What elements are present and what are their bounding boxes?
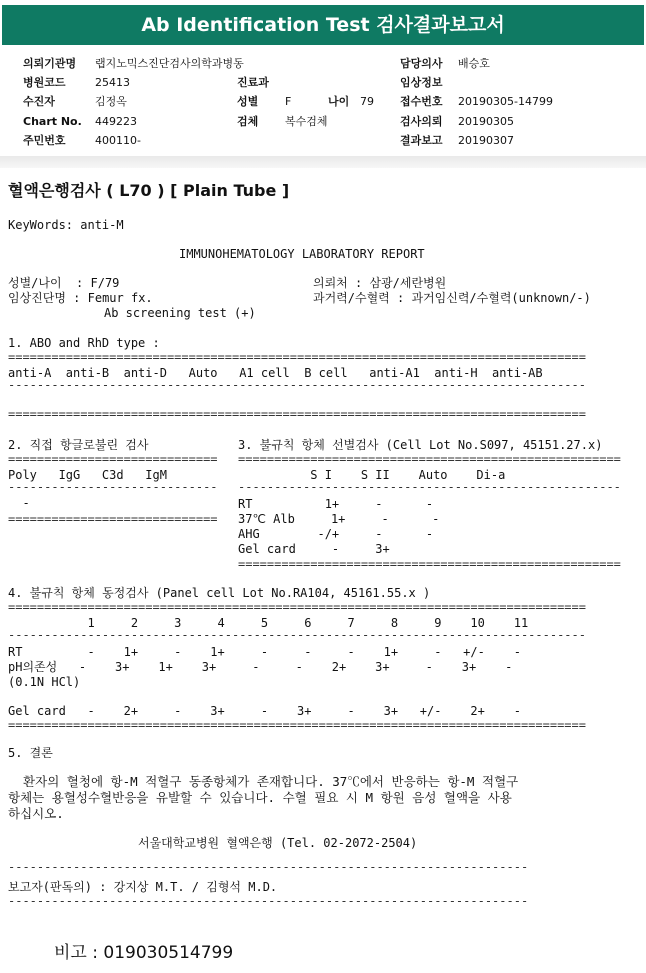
rule: ================================================================================ — [8, 718, 586, 732]
requester: 의뢰처 : 삼광/세란병원 — [313, 276, 447, 290]
section-5-title: 5. 결론 — [8, 746, 53, 760]
section-4-row: Gel card - 2+ - 3+ - 3+ - 3+ +/- 2+ - — [8, 704, 521, 718]
keywords: KeyWords: anti-M — [8, 218, 124, 232]
report-banner: Ab Identification Test 검사결과보고서 — [2, 5, 644, 45]
section-1-headers: anti-A anti-B anti-D Auto A1 cell B cell anti-A1 anti-H anti-AB — [8, 366, 543, 380]
age-value: 79 — [360, 95, 374, 108]
rule: ============================= — [8, 452, 218, 466]
doctor-label: 담당의사 — [400, 57, 443, 70]
age-label: 나이 — [328, 95, 350, 108]
rule: ============================= — [8, 512, 218, 526]
note: 비고 : 019030514799 — [54, 943, 234, 963]
clinical-label: 임상정보 — [400, 76, 443, 89]
section-3-row: RT 1+ - - — [238, 497, 434, 511]
section-3-title: 3. 불규칙 항체 선별검사 (Cell Lot No.S097, 45151.27.x) — [238, 438, 603, 452]
rule: ----------------------------- — [8, 480, 218, 494]
rule: ================================================================================ — [8, 350, 586, 364]
receipt-label: 접수번호 — [400, 95, 443, 108]
org-value: 랩지노믹스진단검사의학과병동 — [95, 57, 244, 70]
section-3-row: 37℃ Alb 1+ - - — [238, 512, 440, 526]
org-label: 의뢰기관명 — [23, 57, 77, 70]
report-label: 결과보고 — [400, 134, 443, 147]
section-4-title: 4. 불규칙 항체 동정검사 (Panel cell Lot No.RA104, 45161.55.x ) — [8, 586, 431, 600]
sex-age: 성별/나이 : F/79 — [8, 276, 120, 290]
rule: ===================================================== — [238, 557, 621, 571]
rule: ------------------------------------------------------------------------ — [8, 860, 529, 874]
report-title: 혈액은행검사 ( L70 ) [ Plain Tube ] — [8, 181, 290, 200]
section-4-row: RT - 1+ - 1+ - - - 1+ - +/- - — [8, 645, 521, 659]
section-4-headers: 1 2 3 4 5 6 7 8 9 10 11 — [8, 616, 529, 630]
section-3-headers: S I S II Auto Di-a — [238, 468, 506, 482]
rule: ------------------------------------------------------------------------ — [8, 894, 529, 908]
hosp-label: 병원코드 — [23, 76, 66, 89]
conclusion-line: 항체는 용혈성수혈반응을 유발할 수 있습니다. 수혈 필요 시 M 항원 음성 혈액을 사용 — [8, 790, 512, 805]
section-2-headers: Poly IgG C3d IgM — [8, 468, 167, 482]
sex-label: 성별 — [237, 95, 259, 108]
receipt-value: 20190305-14799 — [458, 95, 553, 108]
conclusion-line: 환자의 혈청에 항-M 적혈구 동종항체가 존재합니다. 37℃에서 반응하는 항-M 적혈구 — [8, 774, 519, 789]
patient-label: 수진자 — [23, 95, 55, 108]
chart-value: 449223 — [95, 115, 137, 128]
section-separator — [0, 156, 646, 168]
request-value: 20190305 — [458, 115, 514, 128]
diagnosis: 임상진단명 : Femur fx. — [8, 291, 153, 305]
specimen-value: 복수검체 — [285, 115, 328, 128]
rule: ----------------------------------------------------- — [238, 480, 621, 494]
doctor-value: 배승호 — [458, 57, 490, 70]
section-1-title: 1. ABO and RhD type : — [8, 336, 160, 350]
report-value: 20190307 — [458, 134, 514, 147]
lab-title: IMMUNOHEMATOLOGY LABORATORY REPORT — [179, 247, 425, 261]
specimen-label: 검체 — [237, 115, 259, 128]
rule: ===================================================== — [238, 452, 621, 466]
sex-value: F — [285, 95, 292, 108]
diagnosis-2: Ab screening test (+) — [104, 306, 256, 320]
section-4-row: pH의존성 - 3+ 1+ 3+ - - 2+ 3+ - 3+ - — [8, 660, 513, 674]
reporter: 보고자(판독의) : 강지상 M.T. / 김형석 M.D. — [8, 880, 278, 894]
conclusion-line: 하십시오. — [8, 806, 64, 821]
section-3-row: AHG -/+ - - — [238, 527, 434, 541]
history: 과거력/수혈력 : 과거임신력/수혈력(unknown/-) — [313, 291, 591, 305]
request-label: 검사의뢰 — [400, 115, 443, 128]
hospital-contact: 서울대학교병원 혈액은행 (Tel. 02-2072-2504) — [138, 836, 418, 850]
section-2-value: - — [8, 496, 30, 510]
patient-value: 김정옥 — [95, 95, 127, 108]
section-2-title: 2. 직접 항글로불린 검사 — [8, 438, 149, 452]
section-4-row: (0.1N HCl) — [8, 675, 81, 689]
rule: ================================================================================ — [8, 407, 586, 421]
rule: ================================================================================ — [8, 600, 586, 614]
id-label: 주민번호 — [23, 134, 66, 147]
rule: -------------------------------------------------------------------------------- — [8, 378, 586, 392]
rule: -------------------------------------------------------------------------------- — [8, 628, 586, 642]
dept-label: 진료과 — [237, 76, 269, 89]
id-value: 400110- — [95, 134, 141, 147]
chart-label: Chart No. — [23, 115, 82, 128]
hosp-value: 25413 — [95, 76, 130, 89]
section-3-row: Gel card - 3+ — [238, 542, 390, 556]
